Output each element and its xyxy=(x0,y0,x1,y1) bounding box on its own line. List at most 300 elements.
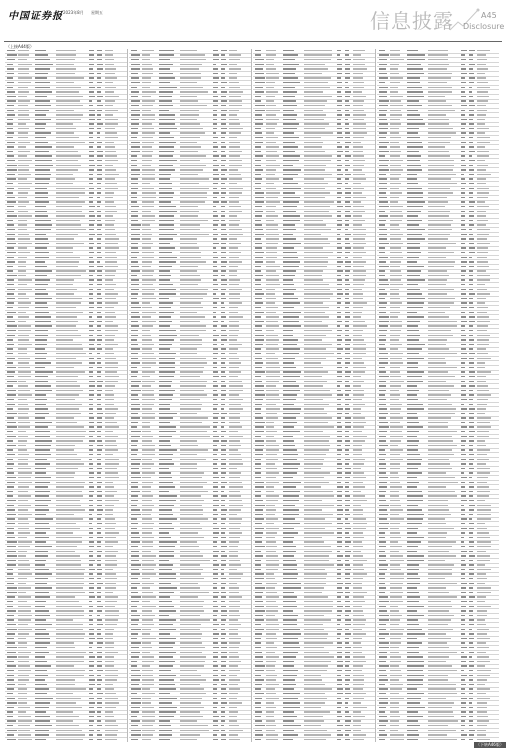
table-cell xyxy=(283,730,294,731)
table-cell xyxy=(469,123,474,124)
table-cell xyxy=(221,155,226,156)
table-cell xyxy=(229,50,237,51)
table-cell xyxy=(97,298,102,299)
table-cell xyxy=(180,77,201,78)
table-cell xyxy=(337,569,341,570)
table-cell xyxy=(142,229,151,230)
table-cell xyxy=(353,362,364,363)
table-cell xyxy=(142,426,150,427)
table-cell xyxy=(266,353,275,354)
table-cell xyxy=(461,275,465,276)
table-cell xyxy=(131,592,138,593)
table-cell xyxy=(213,77,219,78)
table-cell xyxy=(229,596,242,597)
table-cell xyxy=(255,569,261,570)
table-cell xyxy=(142,495,153,496)
table-cell xyxy=(159,546,175,547)
table-cell xyxy=(56,592,85,593)
table-cell xyxy=(255,257,263,258)
table-cell xyxy=(18,583,26,584)
table-cell xyxy=(469,201,475,202)
table-cell xyxy=(221,482,227,483)
table-cell xyxy=(105,146,115,147)
table-cell xyxy=(89,661,94,662)
table-cell xyxy=(7,624,16,625)
table-cell xyxy=(353,523,367,524)
table-cell xyxy=(390,211,402,212)
table-cell xyxy=(159,229,174,230)
table-cell xyxy=(379,54,389,55)
table-cell xyxy=(7,353,13,354)
table-cell xyxy=(180,615,200,616)
table-cell xyxy=(283,206,297,207)
table-cell xyxy=(18,362,29,363)
table-cell xyxy=(337,298,341,299)
table-cell xyxy=(255,146,261,147)
table-cell xyxy=(304,284,329,285)
table-cell xyxy=(353,564,363,565)
table-cell xyxy=(353,399,362,400)
table-cell xyxy=(337,491,342,492)
table-cell xyxy=(304,312,325,313)
table-cell xyxy=(97,610,102,611)
table-cell xyxy=(266,330,274,331)
table-cell xyxy=(345,583,351,584)
table-cell xyxy=(213,390,217,391)
table-cell xyxy=(159,652,176,653)
table-cell xyxy=(213,289,218,290)
table-cell xyxy=(345,629,349,630)
table-cell xyxy=(142,289,155,290)
table-cell xyxy=(255,358,262,359)
table-cell xyxy=(142,376,150,377)
table-cell xyxy=(18,298,29,299)
table-cell xyxy=(56,128,76,129)
table-cell xyxy=(89,348,95,349)
table-cell xyxy=(89,505,93,506)
table-cell xyxy=(7,528,14,529)
table-cell xyxy=(180,537,204,538)
table-cell xyxy=(159,87,177,88)
table-cell xyxy=(266,413,277,414)
table-cell xyxy=(229,224,239,225)
table-cell xyxy=(345,509,349,510)
table-cell xyxy=(97,477,101,478)
table-cell xyxy=(56,734,85,735)
table-cell xyxy=(345,711,349,712)
table-cell xyxy=(7,312,16,313)
table-cell xyxy=(97,284,102,285)
table-cell xyxy=(18,615,32,616)
table-cell xyxy=(105,730,118,731)
table-cell xyxy=(97,160,102,161)
table-cell xyxy=(337,376,342,377)
table-cell xyxy=(304,358,326,359)
table-cell xyxy=(469,105,475,106)
table-cell xyxy=(345,367,348,368)
table-cell xyxy=(7,73,14,74)
table-cell xyxy=(337,431,342,432)
table-cell xyxy=(89,408,93,409)
table-cell xyxy=(255,505,265,506)
table-cell xyxy=(266,183,274,184)
table-cell xyxy=(337,316,341,317)
table-cell xyxy=(18,390,30,391)
table-cell xyxy=(131,302,139,303)
table-cell xyxy=(229,624,241,625)
table-cell xyxy=(97,344,101,345)
table-cell xyxy=(221,339,227,340)
table-cell xyxy=(159,348,170,349)
table-cell xyxy=(18,321,26,322)
table-cell xyxy=(229,211,242,212)
table-cell xyxy=(56,339,73,340)
table-cell xyxy=(353,619,366,620)
table-cell xyxy=(105,215,113,216)
table-cell xyxy=(56,215,85,216)
table-cell xyxy=(345,638,349,639)
table-cell xyxy=(142,472,155,473)
table-cell xyxy=(255,583,262,584)
table-cell xyxy=(337,426,342,427)
table-cell xyxy=(337,335,341,336)
table-cell xyxy=(353,284,364,285)
table-cell xyxy=(7,532,14,533)
table-cell xyxy=(304,537,322,538)
table-cell xyxy=(142,569,154,570)
table-cell xyxy=(221,192,226,193)
table-cell xyxy=(255,730,262,731)
table-cell xyxy=(131,638,137,639)
table-cell xyxy=(255,110,265,111)
table-cell xyxy=(142,573,156,574)
table-cell xyxy=(283,114,297,115)
table-cell xyxy=(229,523,241,524)
table-cell xyxy=(461,284,465,285)
table-cell xyxy=(56,59,75,60)
table-cell xyxy=(283,50,294,51)
table-cell xyxy=(18,385,28,386)
table-cell xyxy=(221,610,227,611)
table-cell xyxy=(180,293,207,294)
table-cell xyxy=(461,160,465,161)
table-cell xyxy=(469,114,474,115)
table-cell xyxy=(159,675,176,676)
table-cell xyxy=(304,482,329,483)
table-cell xyxy=(337,716,342,717)
table-cell xyxy=(221,123,226,124)
table-cell xyxy=(56,491,82,492)
table-cell xyxy=(477,73,485,74)
table-cell xyxy=(353,720,361,721)
table-cell xyxy=(283,123,299,124)
table-cell xyxy=(105,638,113,639)
table-cell xyxy=(345,417,351,418)
table-cell xyxy=(56,509,85,510)
table-cell xyxy=(105,284,116,285)
table-cell xyxy=(255,707,261,708)
table-cell xyxy=(89,201,93,202)
table-cell xyxy=(180,551,200,552)
table-cell xyxy=(379,123,388,124)
table-cell xyxy=(142,459,152,460)
table-cell xyxy=(353,688,363,689)
table-cell xyxy=(221,270,226,271)
table-cell xyxy=(131,619,139,620)
table-cell xyxy=(266,261,275,262)
table-cell xyxy=(221,698,226,699)
table-cell xyxy=(180,555,203,556)
table-cell xyxy=(283,514,299,515)
table-cell xyxy=(304,707,321,708)
table-cell xyxy=(221,169,227,170)
table-cell xyxy=(56,266,78,267)
table-cell xyxy=(304,192,330,193)
table-cell xyxy=(131,275,137,276)
table-cell xyxy=(180,73,201,74)
table-cell xyxy=(56,560,81,561)
table-cell xyxy=(89,541,94,542)
table-cell xyxy=(131,532,139,533)
table-cell xyxy=(337,275,341,276)
table-cell xyxy=(35,54,48,55)
table-cell xyxy=(35,578,48,579)
table-cell xyxy=(221,302,224,303)
table-cell xyxy=(131,546,138,547)
table-cell xyxy=(18,192,28,193)
table-cell xyxy=(97,698,102,699)
table-cell xyxy=(89,142,94,143)
table-cell xyxy=(7,711,13,712)
table-cell xyxy=(35,702,50,703)
table-cell xyxy=(35,178,50,179)
table-cell xyxy=(304,615,324,616)
table-cell xyxy=(213,656,218,657)
table-cell xyxy=(353,468,361,469)
table-cell xyxy=(229,537,240,538)
table-cell xyxy=(283,587,301,588)
table-cell xyxy=(213,325,217,326)
table-cell xyxy=(56,725,79,726)
table-cell xyxy=(142,307,152,308)
table-cell xyxy=(97,495,102,496)
table-cell xyxy=(407,252,421,253)
table-cell xyxy=(407,197,423,198)
table-cell xyxy=(56,656,84,657)
table-cell xyxy=(159,385,171,386)
table-cell xyxy=(89,174,93,175)
table-cell xyxy=(7,330,16,331)
table-cell xyxy=(345,551,351,552)
table-cell xyxy=(255,54,261,55)
table-column-block xyxy=(5,49,127,742)
table-cell xyxy=(428,160,454,161)
table-cell xyxy=(35,541,46,542)
table-cell xyxy=(142,440,152,441)
table-cell xyxy=(469,155,472,156)
table-cell xyxy=(255,578,264,579)
table-cell xyxy=(469,192,473,193)
table-cell xyxy=(221,573,224,574)
table-cell xyxy=(337,367,342,368)
table-cell xyxy=(469,100,474,101)
table-cell xyxy=(283,693,300,694)
table-cell xyxy=(477,105,486,106)
table-cell xyxy=(345,381,349,382)
table-cell xyxy=(266,257,277,258)
table-cell xyxy=(7,707,14,708)
table-cell xyxy=(56,670,85,671)
table-cell xyxy=(35,105,51,106)
table-cell xyxy=(390,257,403,258)
table-cell xyxy=(353,367,366,368)
table-cell xyxy=(353,110,364,111)
table-cell xyxy=(105,234,116,235)
table-cell xyxy=(159,247,175,248)
table-cell xyxy=(35,174,51,175)
table-cell xyxy=(213,394,218,395)
table-cell xyxy=(18,266,26,267)
table-cell xyxy=(345,422,351,423)
table-cell xyxy=(345,495,350,496)
table-cell xyxy=(337,353,341,354)
table-cell xyxy=(89,270,95,271)
table-cell xyxy=(18,619,31,620)
table-cell xyxy=(266,647,277,648)
table-cell xyxy=(7,394,16,395)
table-cell xyxy=(353,431,362,432)
table-cell xyxy=(18,652,31,653)
table-cell xyxy=(304,711,330,712)
table-cell xyxy=(266,426,274,427)
table-cell xyxy=(304,87,330,88)
table-cell xyxy=(390,183,401,184)
table-cell xyxy=(97,440,102,441)
table-cell xyxy=(56,137,79,138)
table-cell xyxy=(105,573,116,574)
table-cell xyxy=(283,436,293,437)
table-cell xyxy=(35,422,52,423)
table-cell xyxy=(221,426,224,427)
table-cell xyxy=(131,91,139,92)
table-cell xyxy=(461,137,465,138)
table-cell xyxy=(159,573,176,574)
table-cell xyxy=(131,100,140,101)
table-cell xyxy=(229,652,238,653)
table-cell xyxy=(283,77,298,78)
table-cell xyxy=(255,422,265,423)
table-cell xyxy=(469,119,473,120)
table-cell xyxy=(180,123,200,124)
table-cell xyxy=(379,261,386,262)
table-cell xyxy=(180,220,208,221)
table-cell xyxy=(255,661,263,662)
table-cell xyxy=(345,390,351,391)
table-cell xyxy=(353,358,362,359)
table-cell xyxy=(142,555,156,556)
table-cell xyxy=(213,615,217,616)
table-cell xyxy=(266,495,279,496)
table-cell xyxy=(255,638,261,639)
table-cell xyxy=(304,472,330,473)
table-cell xyxy=(180,491,208,492)
table-cell xyxy=(7,151,13,152)
table-cell xyxy=(131,192,137,193)
table-cell xyxy=(35,284,48,285)
table-cell xyxy=(159,505,174,506)
table-cell xyxy=(229,606,240,607)
table-cell xyxy=(56,229,86,230)
table-cell xyxy=(56,261,79,262)
table-cell xyxy=(337,564,343,565)
table-cell xyxy=(266,123,277,124)
table-cell xyxy=(461,279,465,280)
table-cell xyxy=(461,183,466,184)
table-cell xyxy=(159,468,169,469)
table-cell xyxy=(229,638,241,639)
table-cell xyxy=(255,725,265,726)
table-cell xyxy=(142,284,153,285)
table-cell xyxy=(56,486,84,487)
table-row xyxy=(253,738,375,742)
table-cell xyxy=(18,344,32,345)
table-cell xyxy=(105,110,118,111)
table-cell xyxy=(18,169,29,170)
table-cell xyxy=(89,192,94,193)
table-cell xyxy=(89,302,94,303)
table-cell xyxy=(353,151,363,152)
table-cell xyxy=(142,353,154,354)
table-cell xyxy=(35,518,53,519)
table-cell xyxy=(266,440,276,441)
table-cell xyxy=(304,64,325,65)
table-cell xyxy=(337,197,341,198)
table-cell xyxy=(7,381,17,382)
table-cell xyxy=(283,169,301,170)
table-cell xyxy=(255,87,263,88)
table-cell xyxy=(105,675,118,676)
table-cell xyxy=(18,569,30,570)
table-cell xyxy=(56,422,77,423)
table-cell xyxy=(18,399,27,400)
table-cell xyxy=(266,362,279,363)
table-cell xyxy=(159,537,171,538)
table-cell xyxy=(213,592,219,593)
table-cell xyxy=(221,132,226,133)
table-cell xyxy=(105,440,116,441)
table-cell xyxy=(97,371,101,372)
table-cell xyxy=(229,426,242,427)
table-cell xyxy=(213,87,218,88)
table-cell xyxy=(283,64,299,65)
table-cell xyxy=(469,142,473,143)
table-cell xyxy=(353,73,363,74)
table-cell xyxy=(304,670,327,671)
table-cell xyxy=(461,91,465,92)
table-cell xyxy=(35,587,52,588)
table-cell xyxy=(345,321,349,322)
table-cell xyxy=(353,528,366,529)
table-cell xyxy=(283,596,297,597)
table-cell xyxy=(97,114,101,115)
table-cell xyxy=(255,619,264,620)
table-cell xyxy=(180,381,207,382)
table-cell xyxy=(35,142,48,143)
table-cell xyxy=(142,192,156,193)
table-cell xyxy=(56,206,82,207)
table-cell xyxy=(407,165,421,166)
table-cell xyxy=(131,551,139,552)
